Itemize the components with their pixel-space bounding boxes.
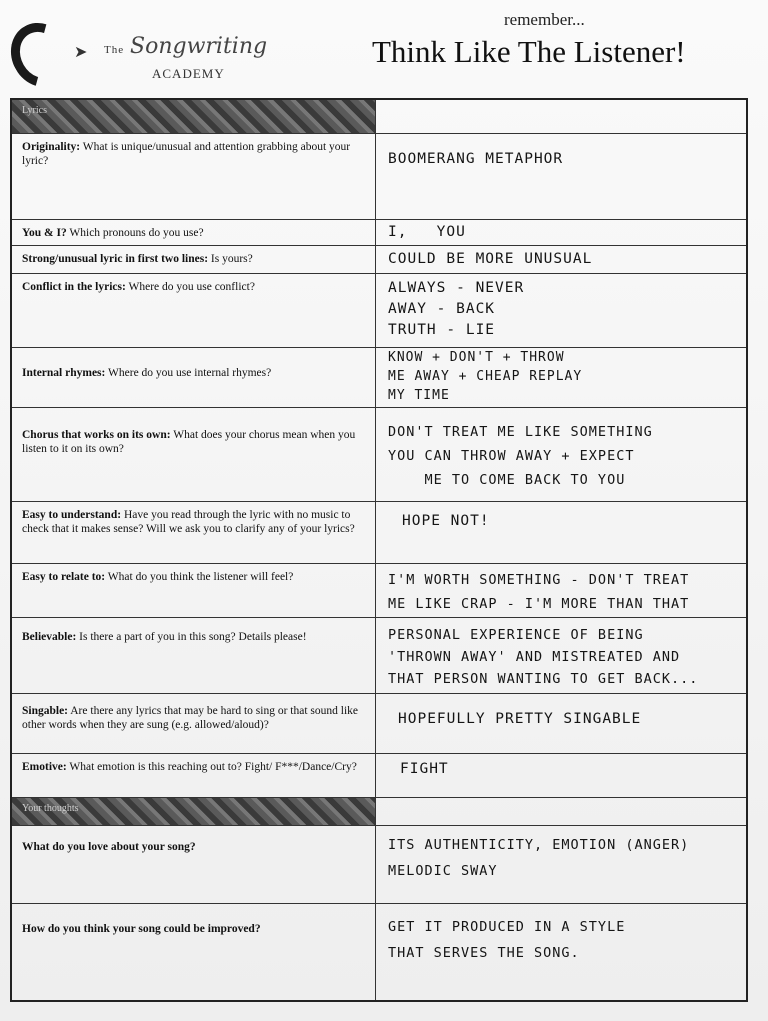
question-cell	[12, 134, 376, 219]
question-cell	[12, 754, 376, 797]
question-cell	[12, 502, 376, 563]
table-row-love	[12, 826, 746, 904]
section-label-thoughts: Your thoughts	[22, 803, 79, 814]
question-text: Where do you use conflict?	[125, 281, 255, 293]
question-title: Internal rhymes:	[22, 367, 106, 379]
table-row-singable	[12, 694, 746, 754]
section-header-thoughts	[12, 798, 746, 826]
table-row-believable	[12, 618, 746, 694]
question-title: Conflict in the lyrics:	[22, 281, 126, 293]
table-row-internal-rhymes	[12, 348, 746, 408]
table-row-chorus	[12, 408, 746, 502]
question-text: Is there a part of you in this song? Details please!	[76, 631, 307, 643]
answer-field[interactable]: HOPE NOT!	[402, 513, 490, 529]
question-cell	[12, 220, 376, 245]
remember-label: remember...	[504, 10, 585, 29]
table-row-easy-to-understand	[12, 502, 746, 564]
logo-academy: ACADEMY	[152, 66, 225, 81]
question-text: What emotion is this reaching out to? Fight/ F***/Dance/Cry?	[66, 761, 357, 773]
table-row-originality	[12, 134, 746, 220]
question-cell	[12, 246, 376, 273]
question-cell	[12, 348, 376, 407]
question-text: What do you think the listener will feel?	[105, 571, 294, 583]
question-title: Emotive:	[22, 761, 67, 773]
question-title: How do you think your song could be improved?	[22, 923, 261, 935]
question-title: You & I?	[22, 227, 67, 239]
question-text: Where do you use internal rhymes?	[105, 367, 272, 379]
question-cell	[12, 564, 376, 617]
question-title: Believable:	[22, 631, 77, 643]
question-title: Singable:	[22, 705, 69, 717]
answer-field[interactable]: GET IT PRODUCED IN A STYLE THAT SERVES THE SONG.	[388, 919, 626, 961]
lyric-checklist-table	[10, 98, 748, 1002]
question-text: What is unique/unusual and attention grabbing about your lyric?	[22, 141, 351, 167]
question-cell	[12, 904, 376, 1000]
answer-field[interactable]: ALWAYS - NEVER AWAY - BACK TRUTH - LIE	[388, 280, 525, 338]
page-title: Think Like The Listener!	[372, 34, 686, 69]
answer-field[interactable]: I'M WORTH SOMETHING - DON'T TREAT ME LIKE CRAP - I'M MORE THAN THAT	[388, 572, 690, 612]
swoosh-icon	[0, 12, 83, 98]
question-cell	[12, 618, 376, 693]
answer-field[interactable]: KNOW + DON'T + THROW ME AWAY + CHEAP REPLAY MY TIME	[388, 350, 583, 403]
table-row-relate	[12, 564, 746, 618]
logo-the: The	[104, 44, 125, 56]
answer-field[interactable]: PERSONAL EXPERIENCE OF BEING 'THROWN AWAY' AND MISTREATED AND THAT PERSON WANTING TO GET BACK...	[388, 627, 699, 687]
question-text: What does your chorus mean when you listen to it on its own?	[22, 429, 356, 455]
question-title: Strong/unusual lyric in first two lines:	[22, 253, 209, 265]
question-text: Have you read through the lyric with no music to check that it makes sense? Will we ask you to clarify any of your lyrics?	[22, 509, 355, 535]
question-text: Is yours?	[208, 253, 253, 265]
question-title: What do you love about your song?	[22, 841, 196, 853]
table-row-conflict	[12, 274, 746, 348]
question-text: Are there any lyrics that may be hard to sing or that sound like other words when they are sung (e.g. allowed/aloud)?	[22, 705, 358, 731]
question-cell	[12, 408, 376, 501]
question-title: Easy to understand:	[22, 509, 122, 521]
arrow-icon: ➤	[74, 44, 88, 61]
answer-field[interactable]: FIGHT	[400, 761, 449, 777]
answer-field[interactable]: DON'T TREAT ME LIKE SOMETHING YOU CAN THROW AWAY + EXPECT ME TO COME BACK TO YOU	[388, 424, 653, 488]
answer-field[interactable]: ITS AUTHENTICITY, EMOTION (ANGER) MELODIC SWAY	[388, 837, 690, 879]
question-title: Originality:	[22, 141, 81, 153]
table-row-first-lines	[12, 246, 746, 274]
table-row-improve	[12, 904, 746, 1000]
answer-field[interactable]: BOOMERANG METAPHOR	[388, 151, 564, 167]
table-row-pronouns	[12, 220, 746, 246]
question-cell	[12, 826, 376, 903]
answer-field[interactable]: HOPEFULLY PRETTY SINGABLE	[398, 711, 642, 727]
question-text: Which pronouns do you use?	[66, 227, 204, 239]
question-cell	[12, 274, 376, 347]
question-title: Easy to relate to:	[22, 571, 106, 583]
question-cell	[12, 694, 376, 753]
table-row-emotive	[12, 754, 746, 798]
section-header-lyrics	[12, 100, 746, 134]
section-label-lyrics: Lyrics	[22, 105, 47, 116]
songwriting-academy-logo	[12, 22, 268, 92]
logo-songwriting: Songwriting	[130, 34, 268, 59]
question-title: Chorus that works on its own:	[22, 429, 171, 441]
answer-field[interactable]: I, YOU	[388, 224, 466, 240]
answer-field[interactable]: COULD BE MORE UNUSUAL	[388, 251, 593, 267]
